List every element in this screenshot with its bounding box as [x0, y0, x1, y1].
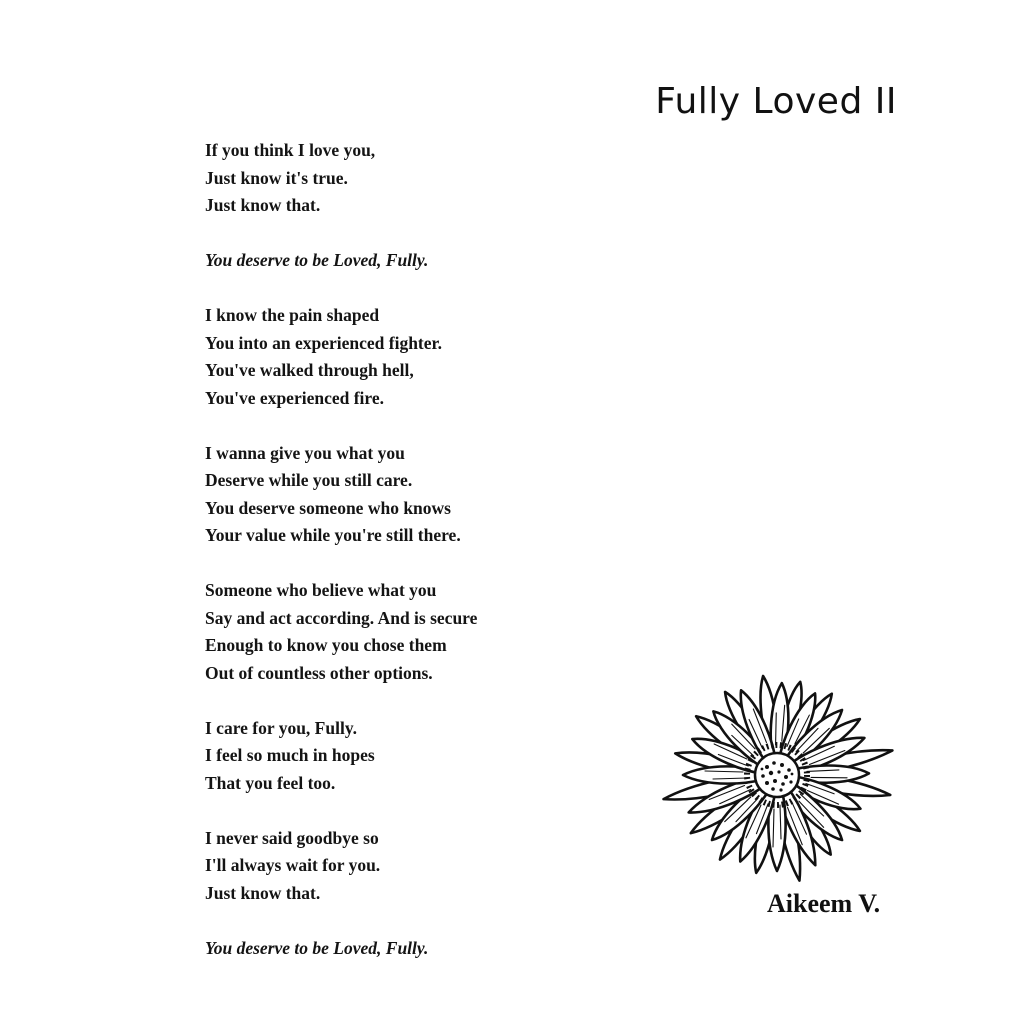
stanza-6 — [205, 825, 477, 908]
poem-line: You've experienced fire. — [205, 387, 385, 408]
poem-line: Someone who believe what you — [205, 580, 437, 600]
poem-line: I wanna give you what you — [205, 442, 405, 463]
stanza-1 — [205, 137, 477, 220]
poem-line: Say and act according. And is secure — [205, 607, 478, 628]
poem-line: I know the pain shaped — [205, 305, 380, 325]
poem-line: I'll always wait for you. — [205, 855, 381, 875]
refrain-line: You deserve to be Loved, Fully. — [205, 250, 429, 270]
poem-line: I feel so much in hopes — [205, 745, 375, 765]
refrain-2 — [205, 935, 477, 963]
poem-line: Just know that. — [205, 195, 321, 215]
poem-line: Just know that. — [205, 882, 321, 903]
poem-line: I never said goodbye so — [205, 827, 379, 848]
poem-line: Deserve while you still care. — [205, 470, 413, 490]
poem-line: Your value while you're still there. — [205, 525, 461, 545]
poem-line: Out of countless other options. — [205, 662, 433, 683]
author-signature: Aikeem V. — [767, 889, 881, 918]
poem-line: I care for you, Fully. — [205, 717, 357, 738]
poem-line: You've walked through hell, — [205, 360, 414, 380]
poem-line: You deserve someone who knows — [205, 497, 451, 518]
stanza-5 — [205, 715, 477, 798]
stanza-4 — [205, 577, 477, 687]
poem-line: If you think I love you, — [205, 140, 376, 160]
poem-title: Fully Loved II — [655, 81, 897, 122]
refrain-line: You deserve to be Loved, Fully. — [205, 937, 429, 958]
daisy-flower-icon — [652, 662, 902, 892]
poem-line: You into an experienced fighter. — [205, 332, 443, 353]
poem-line: That you feel too. — [205, 772, 336, 793]
poem-line: Just know it's true. — [205, 167, 348, 188]
poem-line: Enough to know you chose them — [205, 635, 447, 655]
refrain-1 — [205, 247, 477, 275]
poem-body — [205, 137, 477, 990]
stanza-2 — [205, 302, 477, 412]
stanza-3 — [205, 440, 477, 550]
